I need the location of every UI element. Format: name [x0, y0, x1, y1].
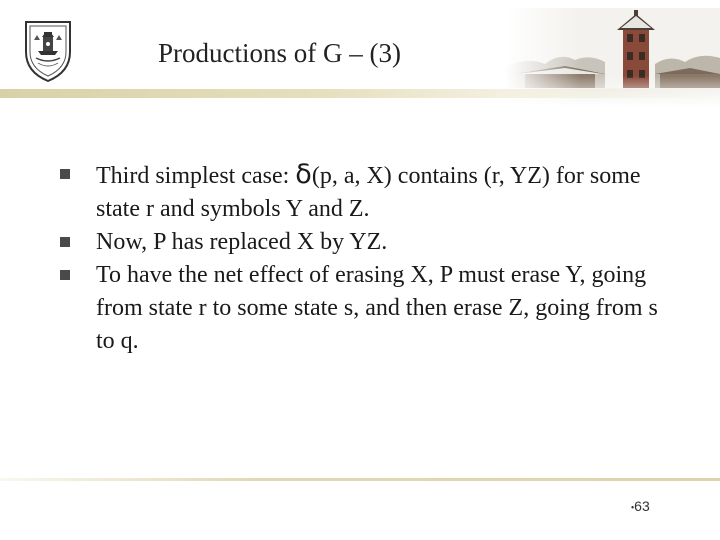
- delta-symbol: δ: [295, 159, 312, 190]
- square-bullet-icon: [60, 169, 70, 179]
- bullet-item: [58, 158, 678, 226]
- bullet-item: [58, 226, 678, 259]
- square-bullet-icon: [60, 237, 70, 247]
- footer-divider: [0, 478, 720, 481]
- header-divider: [0, 89, 720, 98]
- page-number-value: 63: [634, 498, 650, 514]
- bullet-item: [58, 259, 678, 358]
- page-dot: •: [631, 502, 635, 513]
- bullet-text: Now, P has replaced X by YZ.: [96, 229, 388, 255]
- bullet-text-rest: (p, a, X) contains (r, YZ) for some state r and symbols Y and Z.: [96, 163, 641, 222]
- page-number: [631, 498, 650, 514]
- bullet-text: To have the net effect of erasing X, P must erase Y, going from state r to some state s, and then erase Z, going from s to q.: [96, 262, 658, 354]
- university-seal-icon: [22, 18, 74, 84]
- bullet-list: [58, 158, 678, 358]
- square-bullet-icon: [60, 270, 70, 280]
- bullet-text-lead: Third simplest case:: [96, 163, 296, 189]
- slide-title: Productions of G – (3): [158, 38, 401, 68]
